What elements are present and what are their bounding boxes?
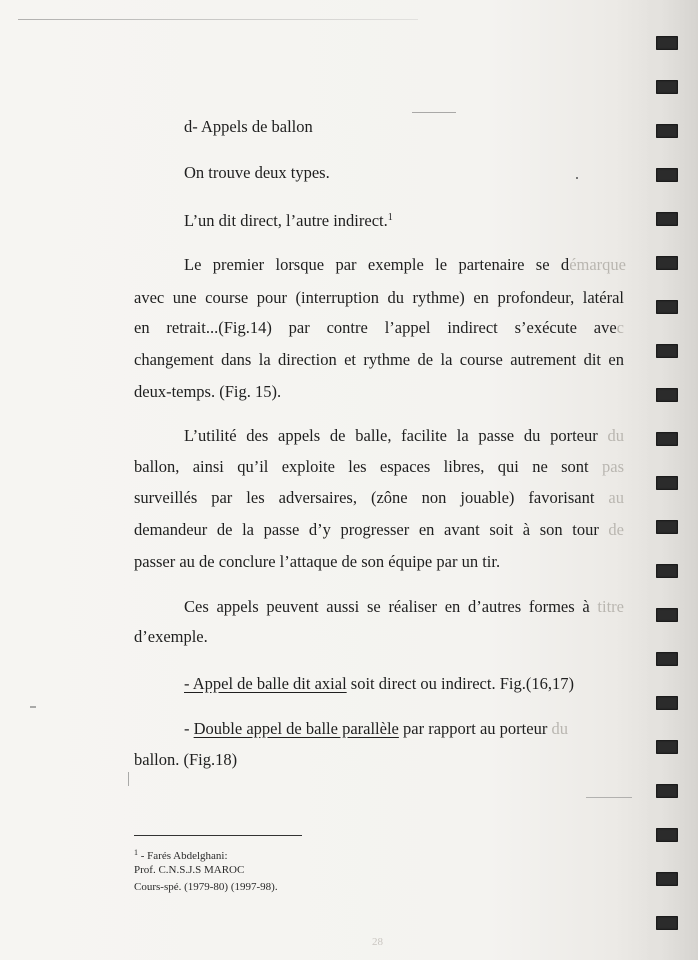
footnote-rule bbox=[134, 835, 302, 836]
line-text-faded: au bbox=[608, 488, 624, 507]
binding-hole bbox=[656, 476, 678, 490]
footnote-line bbox=[134, 845, 228, 864]
item-text: soit direct ou indirect. Fig.(16,17) bbox=[346, 674, 574, 693]
binding-hole bbox=[656, 124, 678, 138]
para1-line bbox=[134, 350, 624, 370]
binding-hole bbox=[656, 212, 678, 226]
para1-line bbox=[134, 288, 624, 308]
binding-hole bbox=[656, 828, 678, 842]
para2-line bbox=[134, 488, 624, 508]
binding-hole bbox=[656, 36, 678, 50]
scan-speck bbox=[128, 772, 129, 786]
list-item-axial bbox=[184, 674, 574, 694]
line-text: d’exemple. bbox=[134, 627, 208, 646]
binding-hole bbox=[656, 432, 678, 446]
line-text: Ces appels peuvent aussi se réaliser en d’autres formes à bbox=[184, 597, 598, 616]
binding-hole bbox=[656, 80, 678, 94]
binding-hole bbox=[656, 256, 678, 270]
top-edge-line bbox=[18, 19, 418, 20]
line-text-faded: c bbox=[616, 318, 624, 337]
line-text-faded: du bbox=[607, 426, 624, 445]
line-text-faded: de bbox=[608, 520, 624, 539]
scan-speck bbox=[576, 177, 578, 179]
binding-hole bbox=[656, 344, 678, 358]
footnote-line: Prof. C.N.S.J.S MAROC bbox=[134, 864, 245, 876]
line-text: demandeur de la passe d’y progresser en avant soit à son tour bbox=[134, 520, 609, 539]
binding-hole bbox=[656, 520, 678, 534]
line-text: avec une course pour (interruption du rythme) en profondeur, latéral bbox=[134, 288, 624, 307]
para3-line bbox=[134, 627, 208, 647]
line-text: passer au de conclure l’attaque de son équipe par un tir. bbox=[134, 552, 501, 571]
intro-line: On trouve deux types. bbox=[184, 163, 330, 182]
line-text: Le premier lorsque par exemple le partenaire se d bbox=[184, 255, 570, 274]
footnote-marker: 1 bbox=[134, 848, 138, 857]
binding-hole bbox=[656, 300, 678, 314]
binding-hole bbox=[656, 608, 678, 622]
binding-hole bbox=[656, 564, 678, 578]
line-text: ballon, ainsi qu’il exploite les espaces libres, qui ne sont bbox=[134, 457, 602, 476]
scan-speck bbox=[412, 112, 456, 113]
footnote-text: - Farés Abdelghani: bbox=[138, 850, 228, 862]
binding-hole bbox=[656, 652, 678, 666]
binding-hole bbox=[656, 696, 678, 710]
line-text-faded: pas bbox=[602, 457, 624, 476]
para1-line bbox=[134, 382, 281, 402]
binding-hole bbox=[656, 388, 678, 402]
line-text-faded: émarque bbox=[569, 255, 626, 274]
para3-line bbox=[184, 597, 624, 617]
para1-line bbox=[184, 255, 626, 275]
item-text-faded: du bbox=[551, 719, 568, 738]
item-title: - Appel de balle dit axial bbox=[184, 674, 347, 693]
para1-line bbox=[134, 318, 624, 338]
binding-hole bbox=[656, 916, 678, 930]
types-line bbox=[184, 208, 393, 231]
footnote-ref: 1 bbox=[387, 212, 393, 223]
list-item-double bbox=[184, 719, 568, 739]
para2-line bbox=[134, 457, 624, 477]
line-text: surveillés par les adversaires, (zône non jouable) favorisant bbox=[134, 488, 609, 507]
line-text: en retrait...(Fig.14) par contre l’appel indirect s’exécute ave bbox=[134, 318, 617, 337]
types-text: L’un dit direct, l’autre indirect. bbox=[184, 211, 388, 230]
scan-speck bbox=[30, 706, 36, 708]
item-title: Double appel de balle parallèle bbox=[193, 719, 399, 738]
line-text: L’utilité des appels de balle, facilite la passe du porteur bbox=[184, 426, 608, 445]
para2-line bbox=[134, 520, 624, 540]
scan-speck bbox=[586, 797, 632, 798]
binding-hole bbox=[656, 784, 678, 798]
para2-line bbox=[184, 426, 624, 446]
line-text: changement dans la direction et rythme de la course autrement dit en bbox=[134, 350, 624, 369]
binding-hole bbox=[656, 872, 678, 886]
line-text: deux-temps. (Fig. 15). bbox=[134, 382, 282, 401]
footnote-line: Cours-spé. (1979-80) (1997-98). bbox=[134, 881, 278, 893]
page-number: 28 bbox=[372, 936, 383, 948]
binding-hole bbox=[656, 740, 678, 754]
list-item-double-cont: ballon. (Fig.18) bbox=[134, 750, 238, 769]
item-text: par rapport au porteur bbox=[398, 719, 552, 738]
binding-hole bbox=[656, 168, 678, 182]
line-text-faded: titre bbox=[597, 597, 624, 616]
item-dash: - bbox=[184, 719, 194, 738]
section-heading: d- Appels de ballon bbox=[184, 117, 313, 136]
para2-line bbox=[134, 552, 500, 572]
